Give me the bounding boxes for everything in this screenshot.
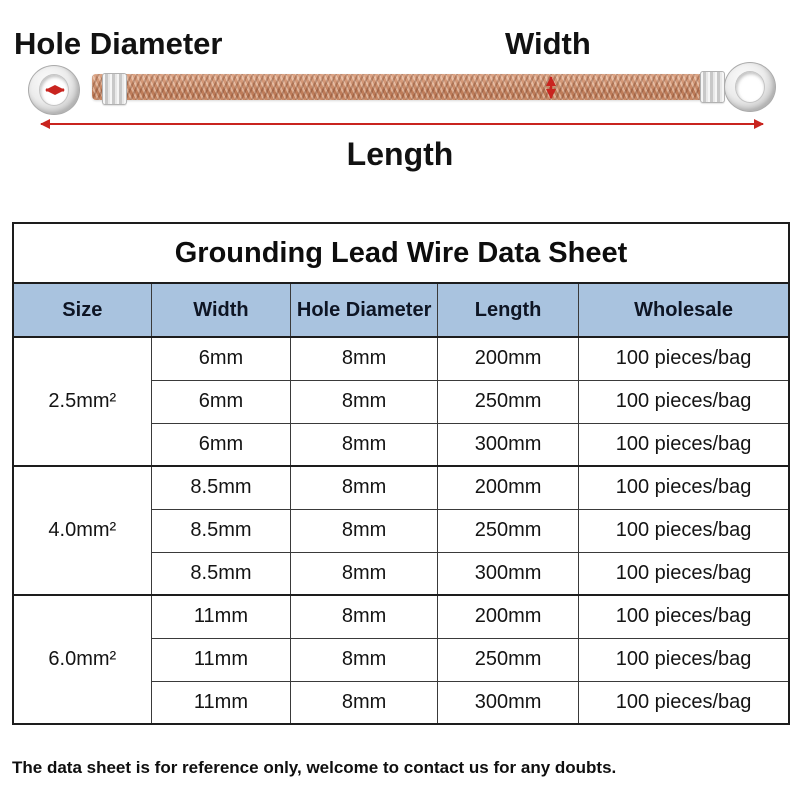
cell-hole-diameter: 8mm <box>291 337 438 380</box>
cell-wholesale: 100 pieces/bag <box>579 509 789 552</box>
cell-width: 11mm <box>151 638 291 681</box>
ring-eyelet <box>28 65 80 115</box>
cell-length: 250mm <box>437 638 578 681</box>
cell-length: 300mm <box>437 423 578 466</box>
cell-length: 250mm <box>437 509 578 552</box>
terminal-hole <box>735 71 765 103</box>
terminal-hole <box>39 74 69 106</box>
width-label: Width <box>505 26 591 61</box>
cell-hole-diameter: 8mm <box>291 380 438 423</box>
cell-width: 8.5mm <box>151 552 291 595</box>
cell-wholesale: 100 pieces/bag <box>579 681 789 724</box>
cell-hole-diameter: 8mm <box>291 552 438 595</box>
cell-width: 8.5mm <box>151 509 291 552</box>
col-header-length: Length <box>437 283 578 337</box>
disclaimer-note: The data sheet is for reference only, welcome to contact us for any doubts. <box>12 758 617 777</box>
hole-diameter-label: Hole Diameter <box>14 26 223 61</box>
table-row <box>13 595 789 638</box>
size-cell: 6.0mm² <box>13 595 151 724</box>
braided-copper-wire <box>92 74 708 100</box>
cell-wholesale: 100 pieces/bag <box>579 423 789 466</box>
cell-width: 6mm <box>151 380 291 423</box>
cell-length: 300mm <box>437 552 578 595</box>
cell-width: 6mm <box>151 337 291 380</box>
col-header-size: Size <box>13 283 151 337</box>
cell-wholesale: 100 pieces/bag <box>579 638 789 681</box>
size-cell: 2.5mm² <box>13 337 151 466</box>
table-title: Grounding Lead Wire Data Sheet <box>13 223 789 283</box>
cell-hole-diameter: 8mm <box>291 595 438 638</box>
cell-hole-diameter: 8mm <box>291 423 438 466</box>
cell-wholesale: 100 pieces/bag <box>579 595 789 638</box>
cell-wholesale: 100 pieces/bag <box>579 552 789 595</box>
cell-width: 8.5mm <box>151 466 291 509</box>
col-header-width: Width <box>151 283 291 337</box>
cell-wholesale: 100 pieces/bag <box>579 466 789 509</box>
table-row <box>13 466 789 509</box>
ring-eyelet <box>724 62 776 112</box>
cell-width: 11mm <box>151 595 291 638</box>
crimp-barrel <box>102 73 127 105</box>
cell-wholesale: 100 pieces/bag <box>579 380 789 423</box>
cell-hole-diameter: 8mm <box>291 509 438 552</box>
cell-wholesale: 100 pieces/bag <box>579 337 789 380</box>
cell-length: 300mm <box>437 681 578 724</box>
product-diagram <box>0 0 800 210</box>
cell-hole-diameter: 8mm <box>291 638 438 681</box>
cell-length: 200mm <box>437 337 578 380</box>
cell-length: 200mm <box>437 595 578 638</box>
data-sheet-table <box>12 222 790 725</box>
crimp-barrel <box>700 71 725 103</box>
col-header-wholesale: Wholesale <box>579 283 789 337</box>
cell-length: 200mm <box>437 466 578 509</box>
cell-width: 11mm <box>151 681 291 724</box>
right-ring-terminal <box>698 62 800 114</box>
size-cell: 4.0mm² <box>13 466 151 595</box>
cell-hole-diameter: 8mm <box>291 466 438 509</box>
cell-hole-diameter: 8mm <box>291 681 438 724</box>
cell-width: 6mm <box>151 423 291 466</box>
left-ring-terminal <box>28 64 130 116</box>
length-label: Length <box>346 136 454 172</box>
cell-length: 250mm <box>437 380 578 423</box>
col-header-hole-diameter: Hole Diameter <box>291 283 438 337</box>
table-row <box>13 337 789 380</box>
